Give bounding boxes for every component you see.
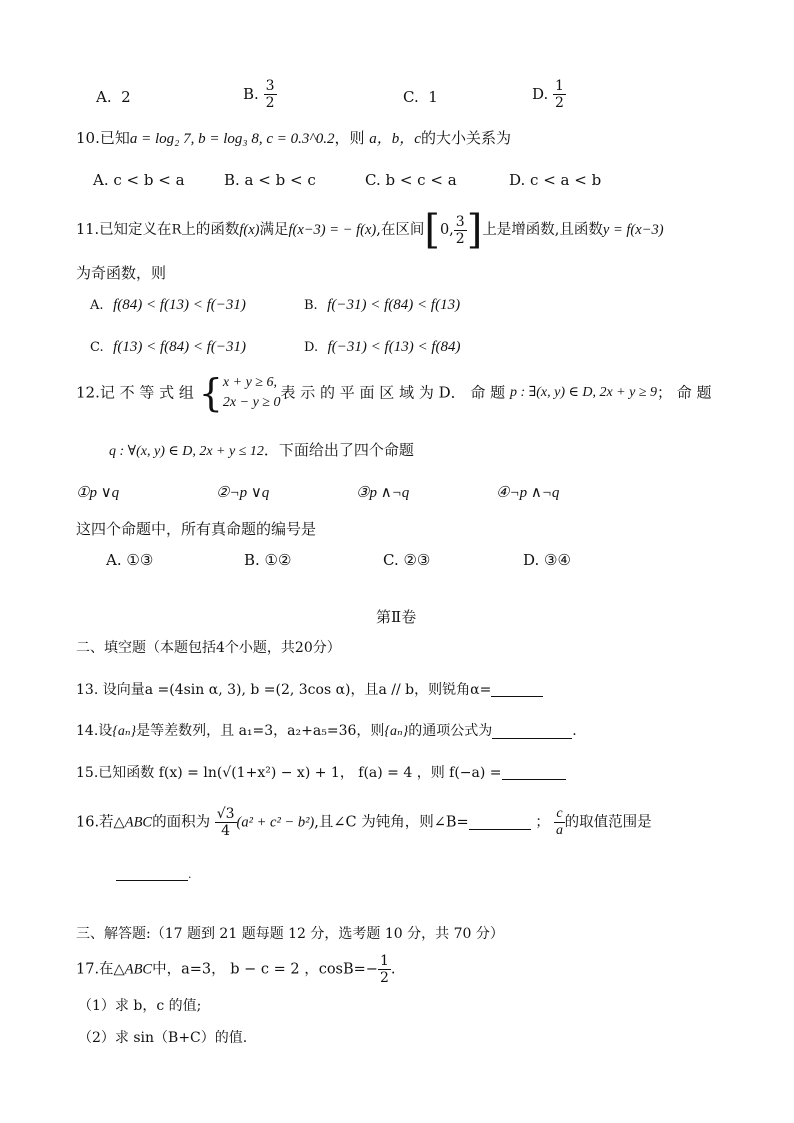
- q11-interval-fraction: $\frac{3}{2}$: [455, 213, 465, 247]
- q11-stem: 11.已知定义在R上的函数f(x)满足f(x−3) = − f(x),在区间[0, $\frac{3}{2}$ ]上是增函数,且函数y = f(x−3): [76, 207, 664, 253]
- q12-option-c: C. ②③: [383, 551, 431, 569]
- q9-b-fraction: $\frac{3}{2}$: [265, 78, 275, 111]
- q11-option-d: D. f(−31) < f(13) < f(84): [304, 339, 461, 355]
- q14-stem: 14.设{aₙ}是等差数列，且 a₁=3，a₂+a₅=36，则{aₙ}的通项公式为 .: [76, 723, 577, 739]
- q12-prop-4: ④¬p ∧¬q: [496, 485, 560, 501]
- q12-stem-line2: q : ∀(x, y) ∈ D, 2x + y ≤ 12．下面给出了四个命题: [109, 441, 414, 459]
- q12-option-a: A. ①③: [106, 551, 154, 569]
- q11-option-c: C. f(13) < f(84) < f(−31): [90, 339, 247, 355]
- q17-stem: 17.在△ABC中，a=3， b − c = 2 ，cosB=− $\frac{1}{2}$ .: [76, 953, 396, 986]
- q10-stem: 10.已知a = log₂ 7, b = log₃ 8, c = 0.3^0.2，则 a，b，c的大小关系为: [76, 129, 511, 147]
- q13-answer-blank[interactable]: [491, 682, 543, 697]
- section-title: 第Ⅱ卷: [376, 608, 417, 626]
- q16-stem: 16.若△ABC的面积为 $\frac{√3}{4}$ (a² + c² − b²),且∠C 为钝角，则∠B= ； $\frac{c}{a}$ 的取值范围是: [76, 806, 652, 839]
- q12-option-b: B. ①②: [244, 551, 292, 569]
- q15-answer-blank[interactable]: [502, 765, 566, 780]
- q13-stem: 13. 设向量a =(4sin α, 3), b =(2, 3cos α)，且a // b，则锐角α=: [76, 682, 543, 697]
- q9-option-c: C. 1: [403, 88, 438, 106]
- q12-ask: 这四个命题中，所有真命题的编号是: [76, 520, 317, 538]
- q14-answer-blank[interactable]: [492, 724, 572, 739]
- q9-option-d: D. $\frac{1}{2}$: [532, 78, 564, 111]
- q12-inequality-system: x + y ≥ 6, 2x − y ≥ 0: [222, 375, 281, 410]
- q15-stem: 15.已知函数 f(x) = ln(√(1+x²) − x) + 1， f(a) = 4 ，则 f(−a) =: [76, 765, 566, 780]
- answer-heading: 三、解答题:（17 题到 21 题每题 12 分，选考题 10 分，共 70 分）: [76, 926, 504, 942]
- q11-option-a: A. f(84) < f(13) < f(−31): [90, 297, 246, 313]
- q12-prop-3: ③p ∧¬q: [356, 485, 410, 501]
- q10-option-a: A. c < b < a: [93, 171, 185, 189]
- q12-option-d: D. ③④: [523, 551, 571, 569]
- q16-ratio-fraction: $\frac{c}{a}$: [556, 806, 564, 838]
- q17-part-1: （1）求 b，c 的值;: [78, 998, 202, 1014]
- q10-option-c: C. b < c < a: [365, 171, 457, 189]
- q17-cos-fraction: $\frac{1}{2}$: [379, 953, 389, 986]
- q16-area-fraction: $\frac{√3}{4}$: [216, 806, 235, 839]
- q9-d-fraction: $\frac{1}{2}$: [555, 78, 564, 111]
- q12-stem: 12.记 不 等 式 组 { x + y ≥ 6, 2x − y ≥ 0 表 示 的 平 面 区 域 为 D． 命 题 p : ∃(x, y) ∈ D, 2x + y ≥ 9； 命 题: [76, 371, 712, 415]
- q10-option-b: B. a < b < c: [224, 171, 316, 189]
- q11-stem-line2: 为奇函数，则: [76, 264, 167, 282]
- q17-part-2: （2）求 sin（B+C）的值.: [78, 1030, 248, 1046]
- q10-option-d: D. c < a < b: [509, 171, 602, 189]
- q16-range-blank[interactable]: [116, 868, 188, 881]
- q11-option-b: B. f(−31) < f(84) < f(13): [304, 297, 461, 313]
- q9-option-b: B. $\frac{3}{2}$: [243, 78, 275, 111]
- q12-prop-2: ②¬p ∨q: [216, 485, 270, 501]
- q16-range-blank-line: .: [116, 866, 192, 881]
- q9-option-a: A. 2: [96, 88, 131, 106]
- q16-angle-blank[interactable]: [469, 815, 531, 830]
- q12-prop-1: ①p ∨q: [76, 485, 120, 501]
- fill-blank-heading: 二、填空题（本题包括4个小题，共20分）: [76, 640, 341, 656]
